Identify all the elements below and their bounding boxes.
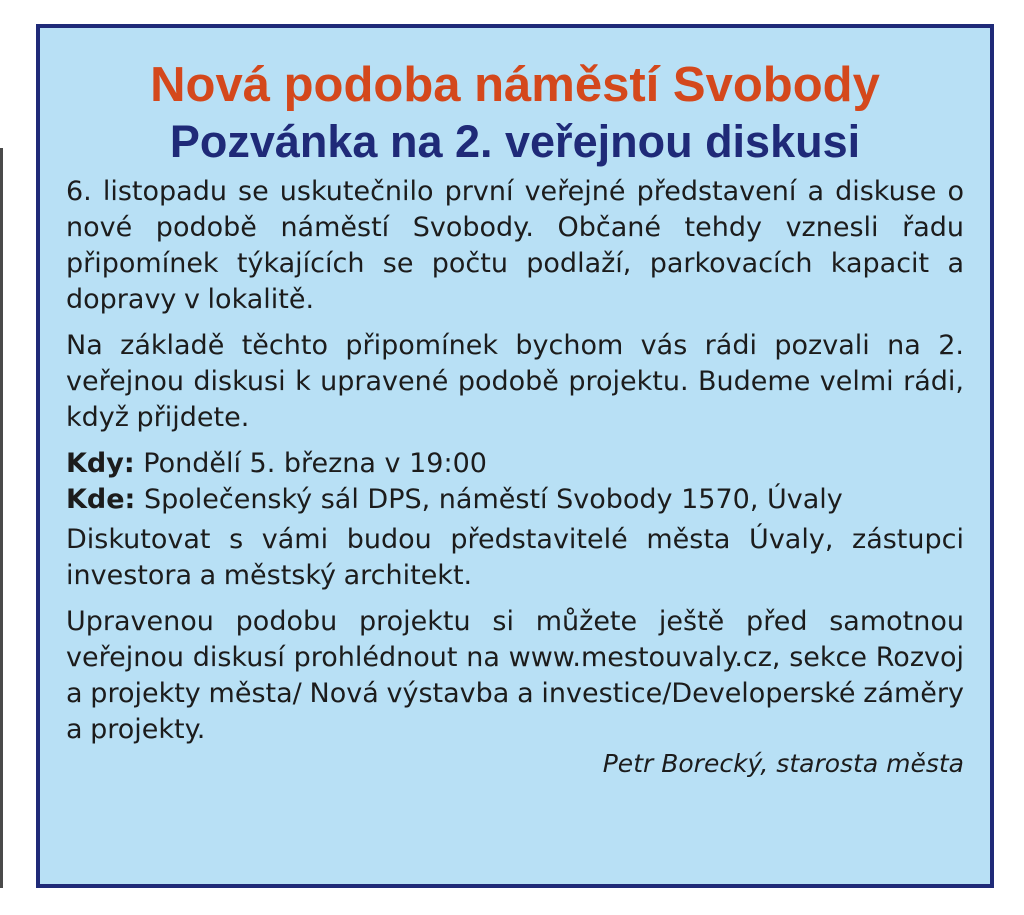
where-value: Společenský sál DPS, náměstí Svobody 1570, Úvaly [143, 484, 843, 515]
when-value: Pondělí 5. března v 19:00 [143, 448, 487, 479]
paragraph-participants: Diskutovat s vámi budou představitelé města Úvaly, zástupci investora a městský architekt. [66, 524, 964, 591]
article-title: Nová podoba náměstí Svobody [150, 58, 880, 112]
paragraph-invitation: Na základě těchto připomínek bychom vás rádi pozvali na 2. veřejnou diskusi k upravené podobě projektu. Budeme velmi rádi, když přijdete. [66, 330, 964, 433]
announcement-box [36, 24, 994, 888]
signature: Petr Borecký, starosta města [602, 749, 964, 778]
article-subtitle: Pozvánka na 2. veřejnou diskusi [169, 116, 861, 167]
page-edge-line [0, 148, 3, 888]
paragraph-project-link: Upravenou podobu projektu si můžete ještě před samotnou veřejnou diskusí prohlédnout na www.mestouvaly.cz, sekce Rozvoj a projekty města/ Nová výstavba a investice/Developerské záměry a projekty. [66, 606, 964, 745]
where-line [66, 482, 964, 518]
paragraph-intro: 6. listopadu se uskutečnilo první veřejné představení a diskuse o nové podobě náměstí Svobody. Občané tehdy vznesli řadu připomínek týkajících se počtu podlaží, parkovacích kapacit a dopravy v lokalitě. [66, 176, 964, 315]
when-label: Kdy: [66, 448, 135, 479]
where-label: Kde: [66, 484, 136, 515]
event-details [66, 446, 964, 518]
when-line [66, 446, 964, 482]
